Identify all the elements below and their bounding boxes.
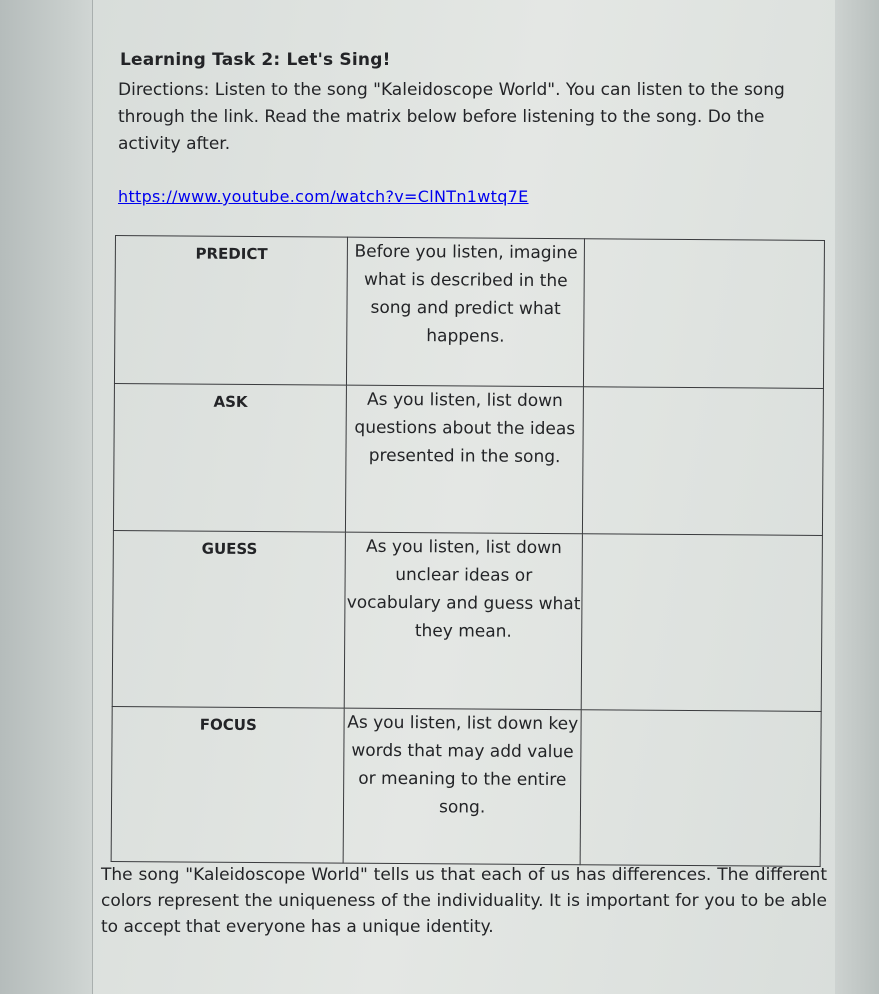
matrix-row-ask bbox=[113, 383, 823, 535]
answer-cell bbox=[582, 387, 823, 536]
matrix-row-focus bbox=[111, 706, 821, 866]
answer-cell bbox=[583, 239, 824, 389]
page-edge-right bbox=[831, 0, 879, 994]
activity-matrix bbox=[111, 235, 825, 867]
song-summary: The song "Kaleidoscope World" tells us that each of us has differences. The different colors represent the uniqueness of the individuality. It is important for you to be able to accept that everyone has a unique identity. bbox=[101, 865, 827, 937]
matrix-row-predict bbox=[114, 236, 824, 389]
song-link[interactable]: https://www.youtube.com/watch?v=ClNTn1wtq7E bbox=[118, 187, 529, 206]
row-label: PREDICT bbox=[114, 236, 347, 386]
matrix-row-guess bbox=[112, 530, 822, 711]
row-description: As you listen, list down questions about the ideas presented in the song. bbox=[346, 385, 583, 534]
task-title: Learning Task 2: Let's Sing! bbox=[120, 50, 391, 70]
answer-cell bbox=[581, 534, 822, 712]
row-description: Before you listen, imagine what is described in the song and predict what happens. bbox=[347, 237, 584, 387]
row-label: GUESS bbox=[112, 530, 346, 708]
answer-cell bbox=[580, 710, 821, 867]
row-label: ASK bbox=[113, 383, 346, 532]
row-description: As you listen, list down unclear ideas or vocabulary and guess what they mean. bbox=[345, 532, 583, 710]
task-directions: Directions: Listen to the song "Kaleidoscope World". You can listen to the song through the link. Read the matrix below before listening to the song. Do the activity after. bbox=[118, 80, 785, 154]
page-edge-left bbox=[0, 0, 100, 994]
row-label: FOCUS bbox=[111, 706, 344, 863]
row-description: As you listen, list down key words that may add value or meaning to the entire song. bbox=[344, 708, 582, 865]
